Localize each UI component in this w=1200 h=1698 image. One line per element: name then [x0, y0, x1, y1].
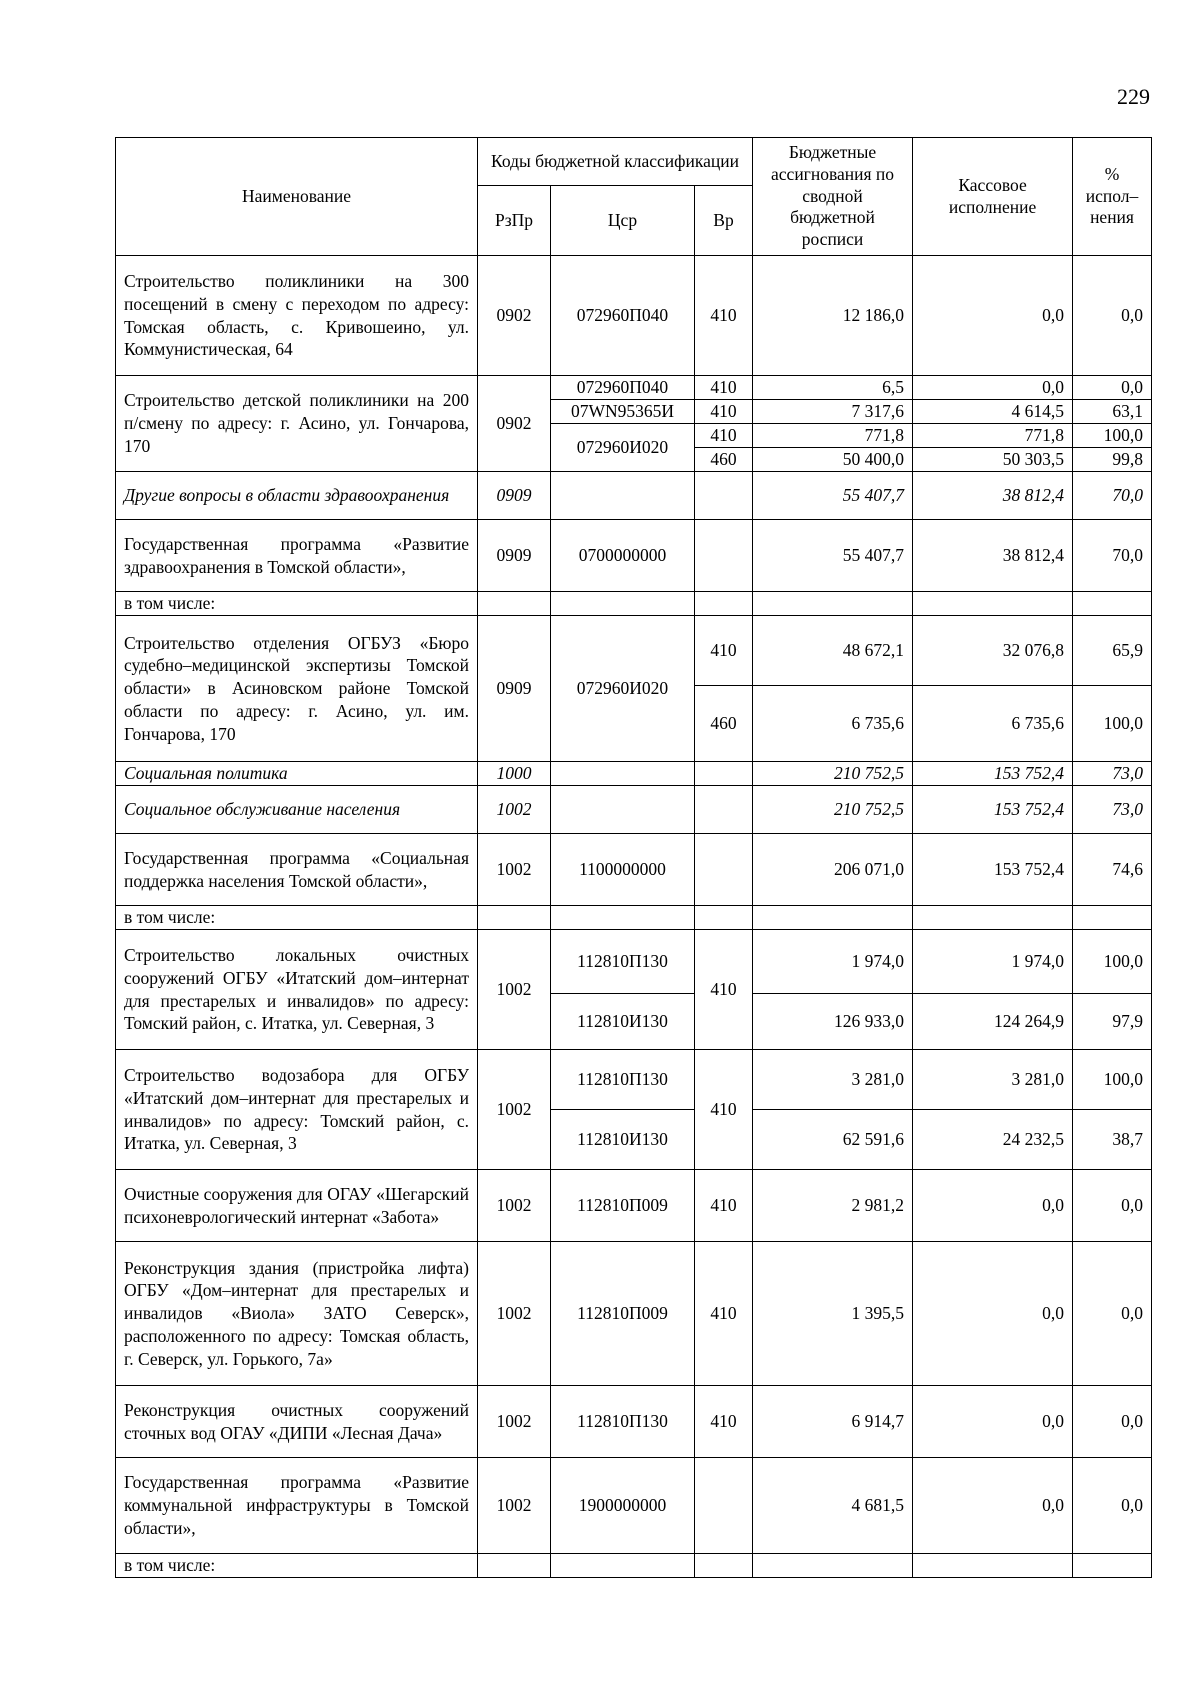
header-percent: % испол–нения	[1073, 138, 1152, 256]
row-vr: 410	[695, 424, 753, 448]
row-assignments: 55 407,7	[753, 472, 913, 520]
row-assignments: 126 933,0	[753, 994, 913, 1050]
row-csr: 1100000000	[551, 834, 695, 906]
row-cash: 6 735,6	[913, 686, 1073, 762]
header-rzpr: РзПр	[478, 186, 551, 256]
row-name: в том числе:	[116, 906, 478, 930]
header-cash-execution: Кассовое исполнение	[913, 138, 1073, 256]
row-vr: 410	[695, 1242, 753, 1386]
row-name: Социальное обслуживание населения	[116, 786, 478, 834]
row-cash: 24 232,5	[913, 1110, 1073, 1170]
table-row	[116, 1458, 1152, 1554]
row-name: в том числе:	[116, 1554, 478, 1578]
row-csr: 112810П009	[551, 1242, 695, 1386]
row-vr: 410	[695, 256, 753, 376]
table-row	[116, 930, 1152, 994]
row-name: Другие вопросы в области здравоохранения	[116, 472, 478, 520]
row-name: Строительство локальных очистных сооружений ОГБУ «Итатский дом–интернат для престарелых и инвалидов» по адресу: Томский район, с. Итатка, ул. Северная, 3	[116, 930, 478, 1050]
row-csr	[551, 472, 695, 520]
row-csr: 07WN95365И	[551, 400, 695, 424]
header-vr: Вр	[695, 186, 753, 256]
row-cash: 50 303,5	[913, 448, 1073, 472]
row-assignments: 6 735,6	[753, 686, 913, 762]
row-assignments: 210 752,5	[753, 762, 913, 786]
row-percent: 100,0	[1073, 930, 1152, 994]
row-cash: 32 076,8	[913, 616, 1073, 686]
row-csr: 112810П130	[551, 930, 695, 994]
row-assignments: 6 914,7	[753, 1386, 913, 1458]
row-cash: 4 614,5	[913, 400, 1073, 424]
row-percent: 99,8	[1073, 448, 1152, 472]
row-assignments: 206 071,0	[753, 834, 913, 906]
row-cash: 771,8	[913, 424, 1073, 448]
table-row	[116, 520, 1152, 592]
page-number: 229	[1117, 84, 1150, 109]
row-rzpr: 1002	[478, 1050, 551, 1170]
table-row	[116, 834, 1152, 906]
row-vr: 410	[695, 1050, 753, 1170]
row-percent: 100,0	[1073, 1050, 1152, 1110]
row-vr: 410	[695, 400, 753, 424]
row-name: Реконструкция очистных сооружений сточных вод ОГАУ «ДИПИ «Лесная Дача»	[116, 1386, 478, 1458]
table-row	[116, 1554, 1152, 1578]
table-row	[116, 1170, 1152, 1242]
row-csr: 0700000000	[551, 520, 695, 592]
row-csr: 112810П130	[551, 1386, 695, 1458]
table-row	[116, 1242, 1152, 1386]
row-percent: 73,0	[1073, 762, 1152, 786]
row-assignments: 4 681,5	[753, 1458, 913, 1554]
row-csr: 112810И130	[551, 994, 695, 1050]
row-percent: 0,0	[1073, 1242, 1152, 1386]
row-rzpr: 0909	[478, 520, 551, 592]
row-percent: 97,9	[1073, 994, 1152, 1050]
table-row	[116, 376, 1152, 400]
row-rzpr: 1002	[478, 1386, 551, 1458]
row-vr: 410	[695, 930, 753, 1050]
row-cash: 153 752,4	[913, 834, 1073, 906]
row-percent: 0,0	[1073, 1386, 1152, 1458]
row-cash: 153 752,4	[913, 786, 1073, 834]
row-rzpr: 0902	[478, 376, 551, 472]
row-cash: 38 812,4	[913, 472, 1073, 520]
row-assignments: 6,5	[753, 376, 913, 400]
row-cash: 0,0	[913, 256, 1073, 376]
row-name: Строительство отделения ОГБУЗ «Бюро судебно–медицинской экспертизы Томской области» в Асиновском районе Томской области по адресу: г. Асино, ул. им. Гончарова, 170	[116, 616, 478, 762]
row-name: Строительство поликлиники на 300 посещений в смену с переходом по адресу: Томская область, с. Кривошеино, ул. Коммунистическая, 64	[116, 256, 478, 376]
row-name: в том числе:	[116, 592, 478, 616]
row-rzpr: 0909	[478, 472, 551, 520]
row-assignments: 2 981,2	[753, 1170, 913, 1242]
table-row	[116, 1386, 1152, 1458]
row-cash: 0,0	[913, 1458, 1073, 1554]
budget-execution-table	[115, 137, 1152, 1578]
row-vr: 410	[695, 1170, 753, 1242]
row-rzpr: 0909	[478, 616, 551, 762]
row-percent: 70,0	[1073, 520, 1152, 592]
row-vr	[695, 520, 753, 592]
row-percent: 0,0	[1073, 256, 1152, 376]
row-cash: 0,0	[913, 376, 1073, 400]
row-percent: 73,0	[1073, 786, 1152, 834]
row-csr: 112810И130	[551, 1110, 695, 1170]
table-row	[116, 472, 1152, 520]
header-csr: Цср	[551, 186, 695, 256]
row-assignments: 12 186,0	[753, 256, 913, 376]
table-row	[116, 1050, 1152, 1110]
row-assignments: 1 974,0	[753, 930, 913, 994]
row-assignments: 7 317,6	[753, 400, 913, 424]
row-name: Государственная программа «Развитие здравоохранения в Томской области»,	[116, 520, 478, 592]
row-name: Социальная политика	[116, 762, 478, 786]
row-cash: 124 264,9	[913, 994, 1073, 1050]
row-csr: 112810П130	[551, 1050, 695, 1110]
row-cash: 38 812,4	[913, 520, 1073, 592]
row-vr: 460	[695, 686, 753, 762]
row-percent: 74,6	[1073, 834, 1152, 906]
row-rzpr: 1002	[478, 930, 551, 1050]
row-vr: 460	[695, 448, 753, 472]
row-csr: 1900000000	[551, 1458, 695, 1554]
row-cash: 0,0	[913, 1386, 1073, 1458]
row-cash: 0,0	[913, 1242, 1073, 1386]
header-codes-group: Коды бюджетной классификации	[478, 138, 753, 186]
row-percent: 0,0	[1073, 376, 1152, 400]
row-assignments: 210 752,5	[753, 786, 913, 834]
row-csr: 072960П040	[551, 376, 695, 400]
row-assignments: 1 395,5	[753, 1242, 913, 1386]
row-csr: 072960И020	[551, 616, 695, 762]
row-assignments: 55 407,7	[753, 520, 913, 592]
row-name: Строительство детской поликлиники на 200 п/смену по адресу: г. Асино, ул. Гончарова, 170	[116, 376, 478, 472]
table-row	[116, 256, 1152, 376]
row-rzpr: 0902	[478, 256, 551, 376]
row-name: Очистные сооружения для ОГАУ «Шегарский психоневрологический интернат «Забота»	[116, 1170, 478, 1242]
header-row	[116, 138, 1152, 186]
row-percent: 70,0	[1073, 472, 1152, 520]
table-row	[116, 786, 1152, 834]
row-name: Реконструкция здания (пристройка лифта) ОГБУ «Дом–интернат для престарелых и инвалидов «Виола» ЗАТО Северск», расположенного по адресу: Томская область, г. Северск, ул. Горького, 7а»	[116, 1242, 478, 1386]
row-percent: 0,0	[1073, 1458, 1152, 1554]
row-assignments: 50 400,0	[753, 448, 913, 472]
row-assignments: 3 281,0	[753, 1050, 913, 1110]
row-name: Государственная программа «Социальная поддержка населения Томской области»,	[116, 834, 478, 906]
row-assignments: 62 591,6	[753, 1110, 913, 1170]
header-name: Наименование	[116, 138, 478, 256]
row-percent: 63,1	[1073, 400, 1152, 424]
row-percent: 38,7	[1073, 1110, 1152, 1170]
table-row	[116, 592, 1152, 616]
row-cash: 3 281,0	[913, 1050, 1073, 1110]
row-vr: 410	[695, 616, 753, 686]
row-vr: 410	[695, 1386, 753, 1458]
row-csr: 112810П009	[551, 1170, 695, 1242]
row-name: Государственная программа «Развитие коммунальной инфраструктуры в Томской области»,	[116, 1458, 478, 1554]
row-rzpr: 1002	[478, 834, 551, 906]
table-row	[116, 762, 1152, 786]
row-name: Строительство водозабора для ОГБУ «Итатский дом–интернат для престарелых и инвалидов» по адресу: Томский район, с. Итатка, ул. Северная, 3	[116, 1050, 478, 1170]
table-row	[116, 906, 1152, 930]
row-rzpr: 1002	[478, 1458, 551, 1554]
row-assignments: 771,8	[753, 424, 913, 448]
row-rzpr: 1000	[478, 762, 551, 786]
row-cash: 0,0	[913, 1170, 1073, 1242]
row-percent: 100,0	[1073, 424, 1152, 448]
row-rzpr: 1002	[478, 1242, 551, 1386]
row-csr: 072960И020	[551, 424, 695, 472]
row-percent: 0,0	[1073, 1170, 1152, 1242]
row-percent: 65,9	[1073, 616, 1152, 686]
row-assignments: 48 672,1	[753, 616, 913, 686]
row-csr: 072960П040	[551, 256, 695, 376]
row-vr: 410	[695, 376, 753, 400]
row-percent: 100,0	[1073, 686, 1152, 762]
table-row	[116, 616, 1152, 686]
row-rzpr: 1002	[478, 1170, 551, 1242]
row-vr	[695, 472, 753, 520]
header-assignments: Бюджетные ассигнования по сводной бюджетной росписи	[753, 138, 913, 256]
row-rzpr: 1002	[478, 786, 551, 834]
row-cash: 153 752,4	[913, 762, 1073, 786]
row-cash: 1 974,0	[913, 930, 1073, 994]
